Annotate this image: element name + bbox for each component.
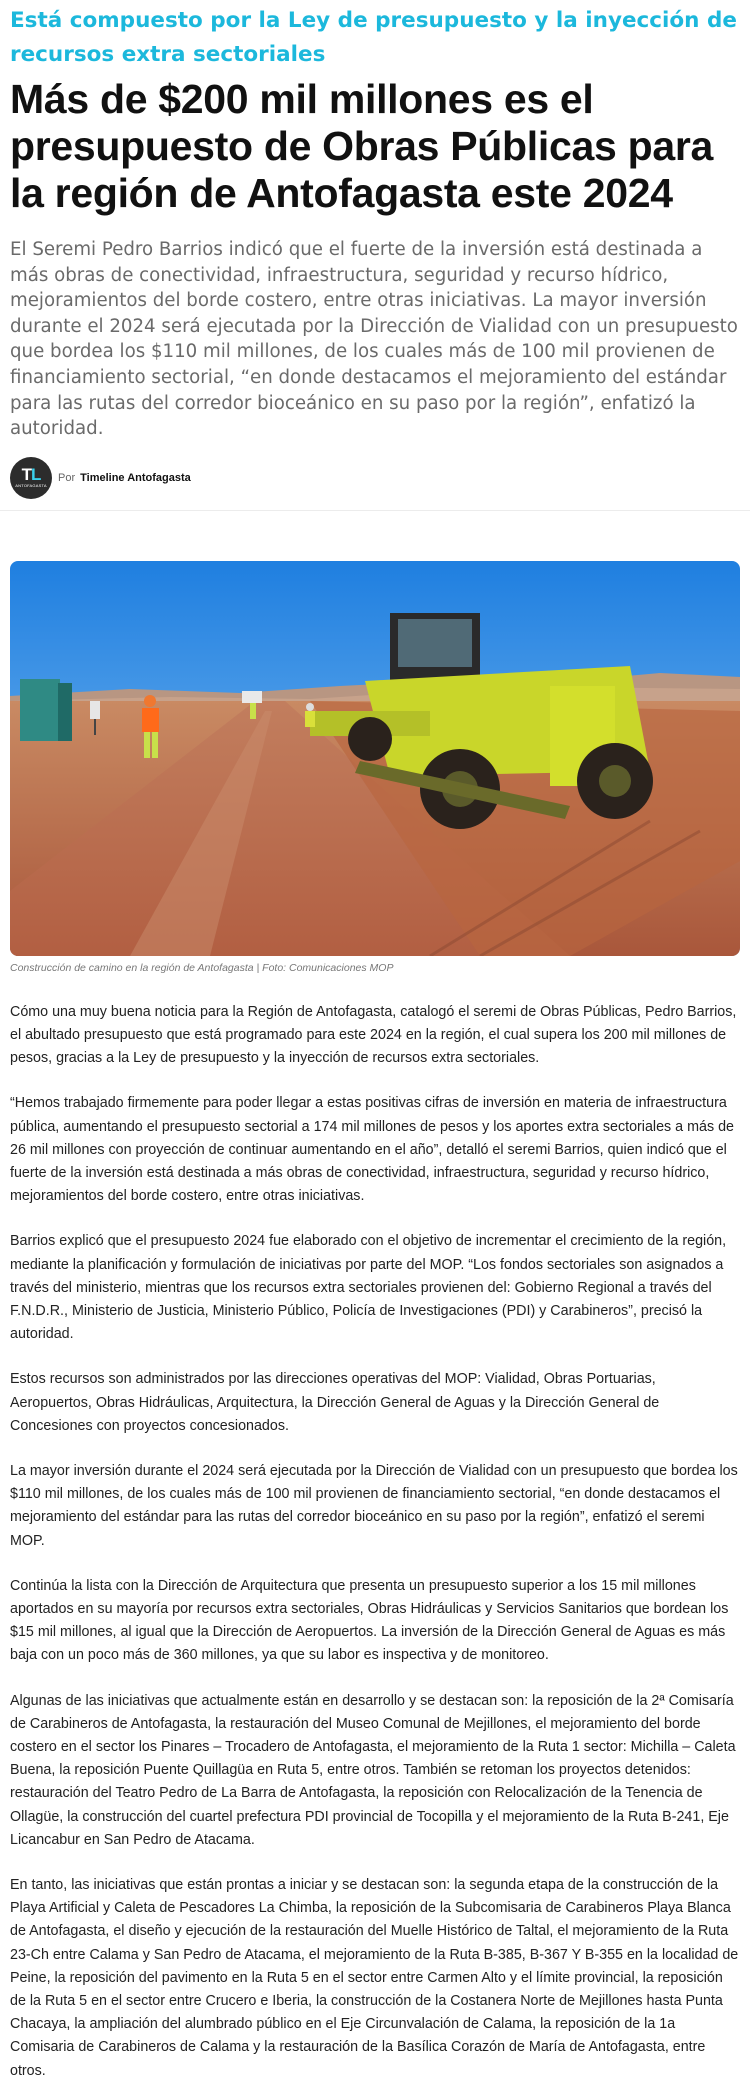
- byline-prefix: Por: [58, 471, 76, 484]
- body-paragraph: En tanto, las iniciativas que están prontas a iniciar y se destacan son: la segunda etapa de la construcción de la Playa Artificial y Caleta de Pescadores La Chimba, la reposición de la Subcomisaria de Carabineros Playa Blanca de Antofagasta, el diseño y ejecución de la restauración del Muelle Histórico de Taltal, el mejoramiento de la Ruta 23-Ch entre Calama y San Pedro de Atacama, el mejoramiento de la Ruta B-385, B-367 Y B-355 en la localidad de Peine, la reposición del pavimento en la Ruta 5 en el sector entre Carmen Alto y el límite provincial, la reposición de la Ruta 5 en el sector entre Crucero e Iberia, la construcción de la Costanera Norte de Mejillones hasta Punta Chacaya, la ampliación del alumbrado público en el Eje Circunvalación de Calama, la reposición de la 1a Comisaria de Carabineros de Calama y la restauración de la Basílica Corazón de María de Antofagasta, entre otros.: [10, 1877, 739, 2079]
- body-paragraph: La mayor inversión durante el 2024 será ejecutada por la Dirección de Vialidad con un presupuesto que bordea los $110 mil millones, de los cuales más de 100 mil provienen de financiamiento sectorial, “en donde destacamos el mejoramiento del estándar para las rutas del corredor bioceánico en su paso por la región”, enfatizó el seremi MOP.: [10, 1463, 738, 1549]
- byline: [10, 456, 740, 500]
- article-body: [10, 1001, 740, 2083]
- author-name-link[interactable]: Timeline Antofagasta: [80, 471, 191, 484]
- article: [0, 4, 750, 2083]
- article-photo: [10, 561, 740, 956]
- author-avatar[interactable]: [10, 457, 52, 499]
- article-kicker: Está compuesto por la Ley de presupuesto y la inyección de recursos extra sectoriales: [10, 8, 737, 67]
- article-lead: El Seremi Pedro Barrios indicó que el fuerte de la inversión está destinada a más obras de conectividad, infraestructura, seguridad y recurso hídrico, mejoramientos del borde costero, entre otras iniciativas. La mayor inversión durante el 2024 será ejecutada por la Dirección de Vialidad con un presupuesto que bordea los $110 mil millones, de los cuales más de 100 mil provienen de financiamiento sectorial, “en donde destacamos el mejoramiento del estándar para las rutas del corredor bioceánico en su paso por la región”, enfatizó la autoridad.: [10, 239, 738, 440]
- body-paragraph: Continúa la lista con la Dirección de Arquitectura que presenta un presupuesto superior a los 15 mil millones aportados en su mayoría por recursos extra sectoriales, Obras Hidráulicas y Servicios Sanitarios que bordean los $15 mil millones, al igual que la Dirección de Aeropuertos. La inversión de la Dirección General de Aguas es más baja con un poco más de 360 millones, ya que su labor es inspectiva y de monitoreo.: [10, 1577, 729, 1664]
- avatar-logo-subtext: ANTOFAGASTA: [15, 483, 47, 489]
- body-paragraph: Cómo una muy buena noticia para la Región de Antofagasta, catalogó el seremi de Obras Públicas, Pedro Barrios, el abultado presupuesto que está programado para este 2024 en la región, el cual supera los 200 mil millones de pesos, gracias a la Ley de presupuesto y la inyección de recursos extra sectoriales.: [10, 1003, 737, 1067]
- photo-caption: Construcción de camino en la región de Antofagasta | Foto: Comunicaciones MOP: [10, 961, 394, 974]
- body-paragraph: “Hemos trabajado firmemente para poder llegar a estas positivas cifras de inversión en materia de infraestructura pública, aumentando el presupuesto sectorial a 174 mil millones de pesos y los aportes extra sectoriales a más de 26 mil millones con proyección de continuar aumentando en el año”, detalló el seremi Barrios, quien indicó que el fuerte de la inversión está destinada a más obras de conectividad, infraestructura, seguridad y recurso hídrico, mejoramientos del borde costero, entre otras iniciativas.: [10, 1095, 734, 1205]
- article-headline: Más de $200 mil millones es el presupuesto de Obras Públicas para la región de Antofagasta este 2024: [10, 76, 713, 216]
- body-paragraph: Estos recursos son administrados por las direcciones operativas del MOP: Vialidad, Obras Portuarias, Aeropuertos, Obras Hidráulicas, Arquitectura, la Dirección General de Aguas y la Dirección General de Concesiones con proyectos concesionados.: [10, 1371, 660, 1434]
- header-divider: [0, 510, 750, 511]
- body-paragraph: Algunas de las iniciativas que actualmente están en desarrollo y se destacan son: la reposición de la 2ª Comisaría de Carabineros de Antofagasta, la restauración del Museo Comunal de Mejillones, el mejoramiento del borde costero en el sector los Pinares – Trocadero de Antofagasta, el mejoramiento de la Ruta 1 sector: Michilla – Caleta Buena, la reposición Puente Quillagüa en Ruta 5, entre otros. También se retoman los proyectos detenidos: restauración del Teatro Pedro de La Barra de Antofagasta, la reposición con Relocalización de la Tenencia de Ollagüe, la construcción del cuartel prefectura PDI provincial de Tocopilla y el mejoramiento de la Ruta B-241, Eje Licancabur en San Pedro de Atacama.: [10, 1692, 736, 1848]
- body-paragraph: Barrios explicó que el presupuesto 2024 fue elaborado con el objetivo de incrementar el crecimiento de la región, mediante la planificación y formulación de iniciativas por parte del MOP. “Los fondos sectoriales son asignados a través del ministerio, mientras que los recursos extra sectoriales provienen del: Gobierno Regional a través del F.N.D.R., Ministerio de Justicia, Ministerio Público, Policía de Investigaciones (PDI) y Carabineros”, precisó la autoridad.: [10, 1233, 727, 1343]
- avatar-logo-mark: TL: [21, 465, 41, 485]
